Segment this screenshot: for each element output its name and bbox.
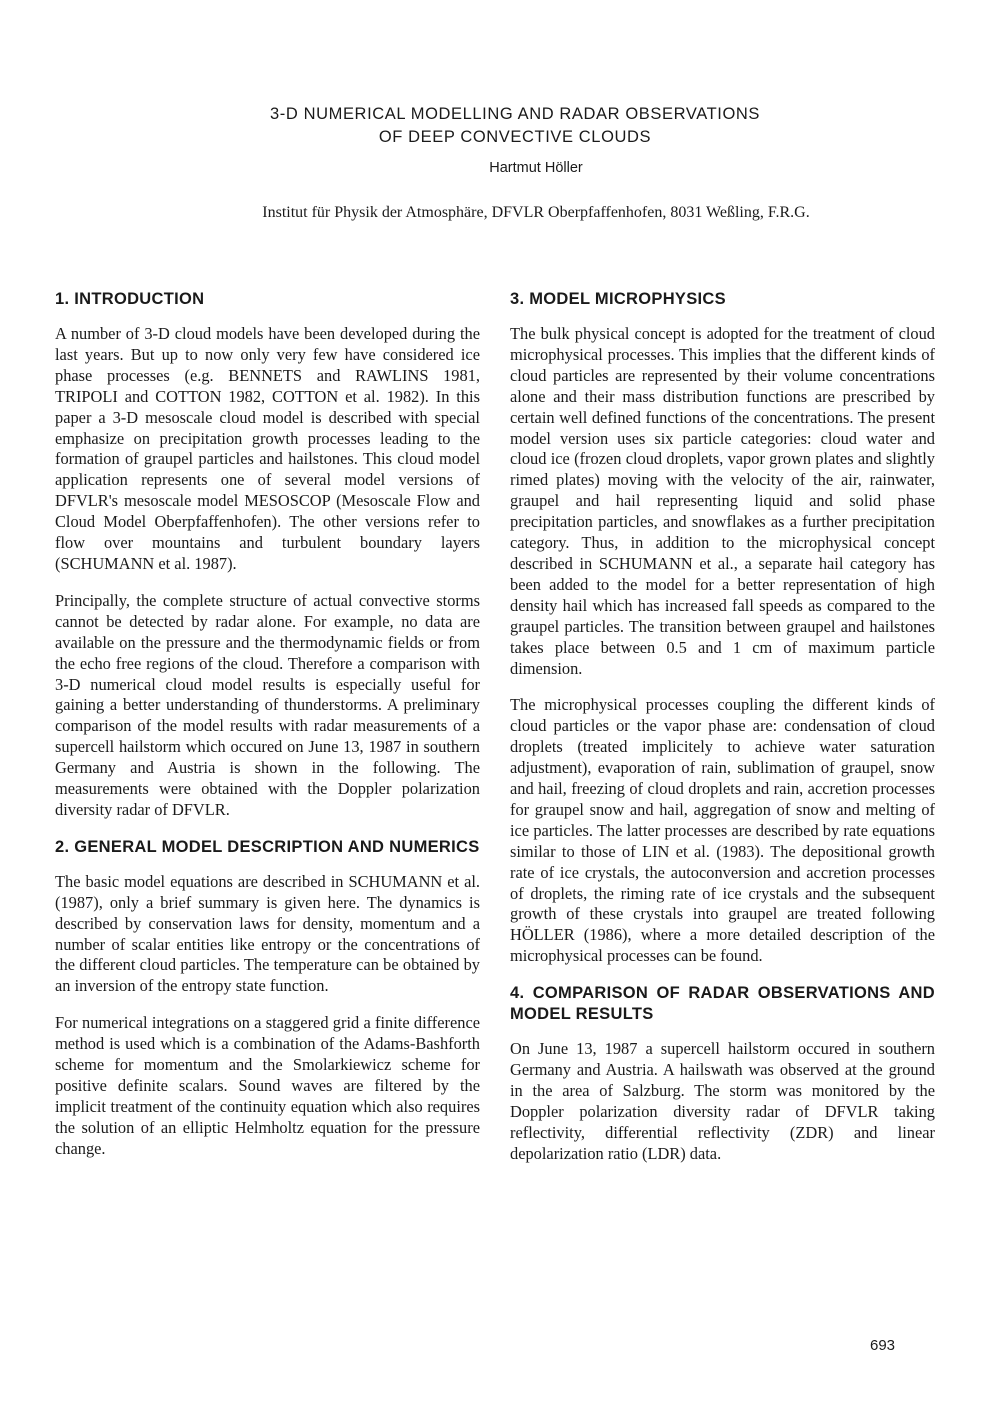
author-affiliation: Institut für Physik der Atmosphäre, DFVLR Oberpfaffenhofen, 8031 Weßling, F.R.G. — [262, 204, 810, 221]
paragraph: The bulk physical concept is adopted for the treatment of cloud microphysical processes. This implies that the different kinds of cloud particles are represented by their volume concentrations alone and their mass distribution functions are prescribed by certain well defined functions of the concentrations. The present model version uses six particle categories: cloud water and cloud ice (frozen cloud droplets, vapor grown plates and slightly rimed plates) moving with the velocity of the air, rainwater, graupel and hail representing liquid and solid phase precipitation particles, and snowflakes as a further precipitation category. Thus, in addition to the microphysical concept described in SCHUMANN et al., a separate hail category has been added to the model for a better representation of high density hail which has increased fall speeds as compared to the graupel particles. The transition between graupel and hailstones takes place between 0.5 and 1 cm of maximum particle dimension. — [510, 324, 935, 678]
page-number: 693 — [870, 1337, 896, 1354]
section-heading: 2. GENERAL MODEL DESCRIPTION AND NUMERICS — [55, 837, 480, 856]
paragraph: Principally, the complete structure of actual convective storms cannot be detected by radar alone. For example, no data are available on the pressure and the thermodynamic fields or from the echo free regions of the cloud. Therefore a comparison with 3-D numerical cloud model results is especially useful for gaining a better understanding of thunderstorms. A preliminary comparison of the model results with radar measurements of a supercell hailstorm which occured on June 13, 1987 in southern Germany and Austria is shown in the following. The measurements were obtained with the Doppler polarization diversity radar of DFVLR. — [55, 590, 480, 819]
title-line-2: OF DEEP CONVECTIVE CLOUDS — [378, 128, 652, 146]
paragraph: The microphysical processes coupling the different kinds of cloud particles or the vapor phase are: condensation of cloud droplets (treated implicitely to achieve water saturation adjustment), evaporation of rain, sublimation of graupel, snow and hail, freezing of cloud droplets and rain, accretion processes for graupel snow and hail, aggregation of snow and melting of ice particles. The latter processes are described by rate equations similar to those of LIN et al. (1983). The depositional growth rate of ice crystals, the autoconversion and accretion processes of droplets, the riming rate of ice crystals and the subsequent growth of these crystals into graupel are treated following HÖLLER (1986), where a more detailed description of the microphysical processes can be found. — [510, 695, 935, 966]
section-introduction — [55, 289, 480, 821]
section-heading: 4. COMPARISON OF RADAR OBSERVATIONS AND MODEL RESULTS — [510, 984, 935, 1024]
section-comparison-radar-model — [510, 983, 935, 1164]
section-model-microphysics — [510, 289, 935, 967]
paper-title — [0, 103, 1000, 149]
right-column — [510, 289, 935, 1181]
section-general-model-description — [55, 837, 480, 1160]
paragraph: For numerical integrations on a staggered grid a finite difference method is used which is a combination of the Adams-Bashforth scheme for momentum and the Smolarkiewicz scheme for positive definite scalars. Sound waves are filtered by the implicit treatment of the continuity equation which also requires the solution of an elliptic Helmholtz equation for the pressure change. — [55, 1013, 480, 1158]
paragraph: A number of 3-D cloud models have been developed during the last years. But up to now only very few have considered ice phase processes (e.g. BENNETS and RAWLINS 1981, TRIPOLI and COTTON 1982, COTTON et al. 1982). In this paper a 3-D mesoscale cloud model is described with special emphasize on precipitation growth processes leading to the formation of graupel particles and hailstones. This cloud model application represents one of several model versions of DFVLR's mesoscale model MESOSCOP (Mesoscale Flow and Cloud Model Oberpfaffenhofen). The other versions refer to flow over mountains and turbulent boundary layers (SCHUMANN et al. 1987). — [55, 324, 480, 573]
paragraph: The basic model equations are described in SCHUMANN et al. (1987), only a brief summary is given here. The dynamics is described by conservation laws for density, momentum and a number of scalar entities like entropy or the concentrations of the different cloud particles. The temperature can be obtained by an inversion of the entropy state function. — [55, 871, 480, 996]
author-name: Hartmut Höller — [489, 160, 583, 176]
left-column — [55, 289, 480, 1176]
paragraph: On June 13, 1987 a supercell hailstorm occured in southern Germany and Austria. A hailswath was observed at the ground in the area of Salzburg. The storm was monitored by the Doppler polarization diversity radar of DFVLR taking reflectivity, differential reflectivity (ZDR) and linear depolarization ratio (LDR) data. — [510, 1039, 935, 1163]
title-line-1: 3-D NUMERICAL MODELLING AND RADAR OBSERVATIONS — [270, 105, 760, 123]
section-heading: 1. INTRODUCTION — [55, 290, 205, 308]
section-heading: 3. MODEL MICROPHYSICS — [510, 290, 726, 308]
